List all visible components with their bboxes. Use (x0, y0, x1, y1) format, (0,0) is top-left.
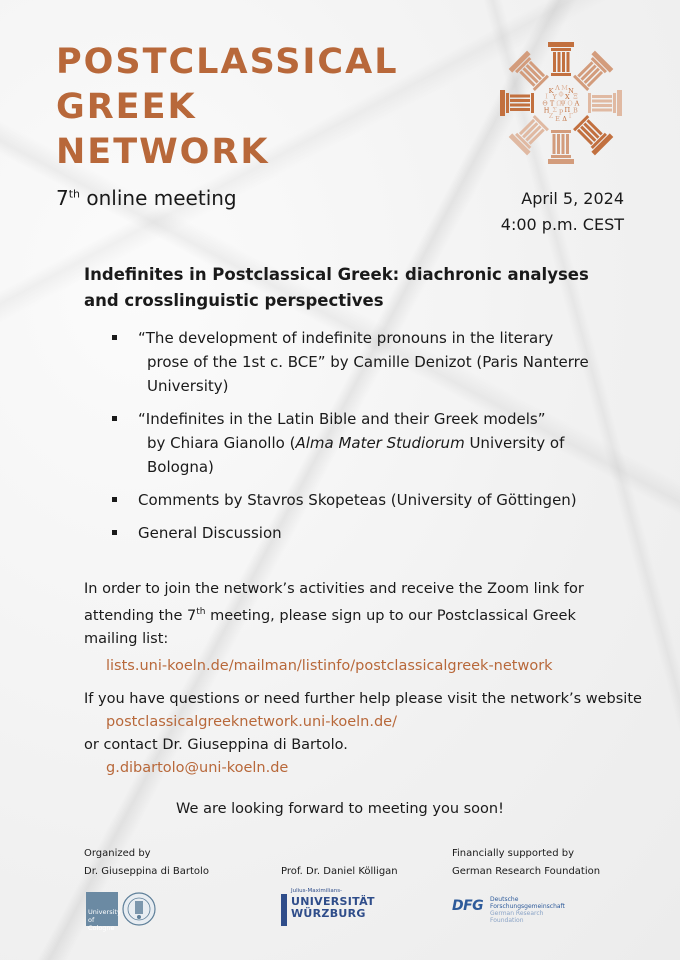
greek-letter: Μ (561, 83, 568, 92)
contact-line-2: or contact Dr. Giuseppina di Bartolo. (84, 737, 348, 753)
meeting-text: online meeting (86, 186, 237, 210)
talk-title-line-1: Indefinites in Postclassical Greek: diachronic analyses (84, 265, 589, 284)
wuerzburg-line-1: UNIVERSITÄT (291, 895, 375, 908)
closing-text: We are looking forward to meeting you soon! (176, 801, 504, 817)
organized-label: Organized by (84, 848, 151, 859)
greek-letter: Υ (552, 93, 557, 102)
organizer-1: Dr. Giuseppina di Bartolo (84, 866, 209, 877)
greek-letter: Ζ (548, 112, 554, 121)
university-wuerzburg-logo (281, 888, 375, 928)
join-line-3: mailing list: (84, 630, 169, 647)
greek-letter: Ω (556, 99, 562, 108)
mailing-list-link[interactable]: lists.uni-koeln.de/mailman/listinfo/postclassicalgreek-network (106, 657, 553, 674)
bullet-icon (112, 416, 117, 421)
title-line-3: NETWORK (56, 132, 270, 172)
bullet-2-line-2 (138, 431, 624, 455)
bullet-icon (112, 335, 117, 340)
bullet-1-line-2: prose of the 1st c. BCE” by Camille Denizot (Paris Nanterre (147, 353, 589, 371)
greek-letter: Χ (565, 93, 570, 102)
column-icon (548, 42, 574, 76)
join-line-2-a: attending the 7 (84, 607, 197, 624)
bullet-4-line-1: General Discussion (138, 524, 282, 542)
title-line-1: POSTCLASSICAL (56, 42, 399, 82)
column-icon (548, 130, 574, 164)
column-icon (509, 113, 551, 155)
cologne-logo-line-2: of Cologne (88, 916, 115, 932)
dfg-logo (452, 896, 565, 924)
greek-letter: Η (543, 106, 550, 115)
greek-letter: Ψ (560, 99, 566, 108)
greek-letter: Γ (568, 112, 574, 121)
greek-letter: Ι (545, 92, 548, 101)
email-link[interactable]: g.dibartolo@uni-koeln.de (106, 760, 289, 776)
greek-letter: Τ (549, 99, 555, 108)
columns-emblem-icon (498, 40, 624, 166)
bullet-2-line-2-a: by Chiara Gianollo ( (147, 434, 296, 452)
greek-letter: Κ (548, 86, 554, 95)
list-item (84, 407, 624, 479)
talk-title (84, 262, 589, 314)
meeting-ordinal-suffix: th (68, 187, 81, 201)
program-list (84, 326, 624, 554)
list-item (84, 488, 624, 512)
join-paragraph (84, 578, 644, 678)
greek-letter: Δ (562, 115, 567, 124)
talk-title-line-2: and crosslinguistic perspectives (84, 291, 384, 310)
greek-letter: Ρ (558, 108, 564, 117)
greek-letter: Ε (555, 115, 560, 124)
greek-letter: Σ (552, 105, 557, 114)
meeting-time: 4:00 p.m. CEST (500, 215, 624, 234)
join-line-2-sup: th (196, 607, 206, 617)
greek-letter: Ν (568, 86, 574, 95)
greek-letter: Φ (558, 90, 564, 99)
greek-letter: Ξ (573, 92, 578, 101)
organizer-2: Prof. Dr. Daniel Kölligan (281, 866, 398, 877)
meeting-ordinal: 7 (56, 186, 69, 210)
column-icon (568, 112, 613, 155)
bullet-1-line-3: University) (147, 377, 229, 395)
network-title (56, 40, 399, 175)
greek-letter: Θ (542, 99, 548, 108)
column-icon (500, 90, 534, 116)
join-line-2-b: meeting, please sign up to our Postclassical Greek (205, 607, 576, 624)
dfg-abbr: DFG (452, 898, 484, 914)
dfg-line-2: Forschungsgemeinschaft (490, 903, 565, 910)
meeting-date: April 5, 2024 (521, 189, 624, 208)
bullet-icon (112, 497, 117, 502)
supporter-name: German Research Foundation (452, 866, 601, 877)
wuerzburg-small-text: Julius-Maximilians- (291, 888, 343, 894)
contact-line-1: If you have questions or need further help please visit the network’s website (84, 691, 642, 707)
column-icon (509, 51, 551, 93)
column-icon (588, 90, 622, 116)
supported-label: Financially supported by (452, 848, 575, 859)
greek-letter: Β (573, 106, 578, 115)
greek-letter: Λ (555, 83, 560, 92)
university-of-cologne-logo (86, 892, 156, 932)
bullet-2-line-1: “Indefinites in the Latin Bible and their Greek models” (138, 410, 546, 428)
cologne-logo-line-1: University (88, 908, 121, 916)
column-icon (571, 51, 613, 93)
bullet-1-line-1: “The development of indefinite pronouns in the literary (138, 329, 554, 347)
bullet-2-line-2-italic: Alma Mater Studiorum (295, 434, 465, 452)
greek-letter: Ο (567, 99, 573, 108)
contact-paragraph (84, 688, 654, 780)
cologne-seal-icon (122, 892, 156, 926)
list-item (84, 326, 624, 398)
join-line-2 (84, 601, 644, 628)
dfg-line-1: Deutsche (490, 896, 519, 903)
dfg-line-3: German Research Foundation (490, 910, 544, 924)
bullet-3-line-1: Comments by Stavros Skopeteas (University of Göttingen) (138, 491, 577, 509)
title-line-2: GREEK (56, 87, 197, 127)
date-block (501, 186, 624, 238)
greek-letter: Π (564, 105, 571, 114)
bullet-2-line-2-b: University of (464, 434, 565, 452)
organized-block (84, 845, 209, 881)
website-link[interactable]: postclassicalgreeknetwork.uni-koeln.de/ (106, 714, 397, 730)
wuerzburg-line-2: WÜRZBURG (291, 907, 366, 920)
join-line-1: In order to join the network’s activities and receive the Zoom link for (84, 581, 584, 597)
network-logo (498, 40, 624, 166)
bullet-icon (112, 530, 117, 535)
list-item (84, 521, 624, 545)
meeting-label (56, 186, 237, 210)
supported-block (452, 845, 600, 881)
bullet-2-line-3: Bologna) (147, 458, 214, 476)
greek-letter: Α (574, 99, 580, 108)
